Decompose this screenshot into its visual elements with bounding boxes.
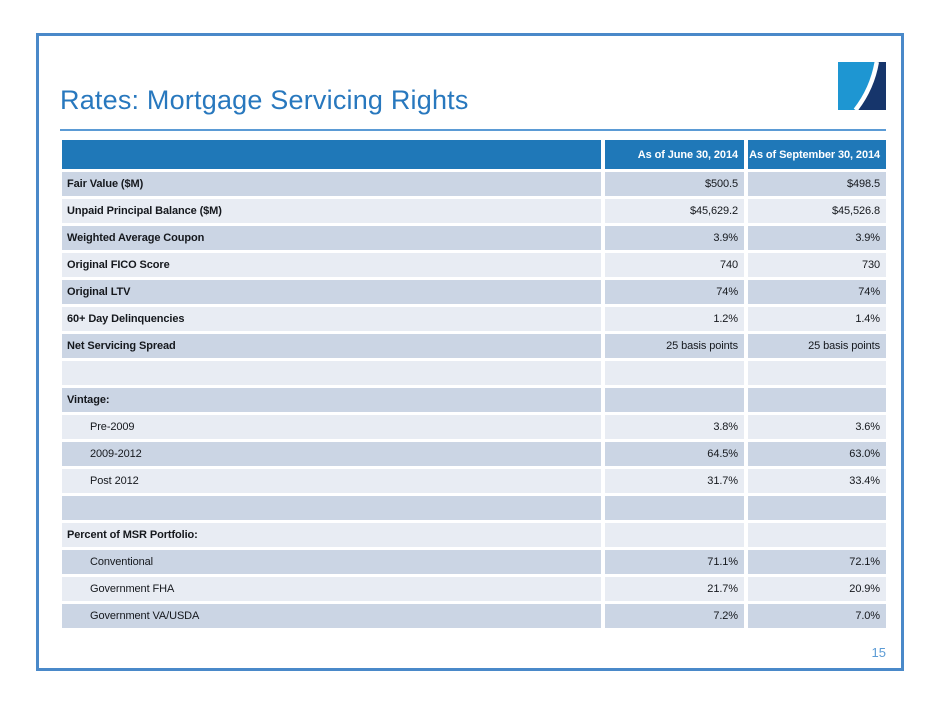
table-row-conventional <box>62 550 886 574</box>
msr-table <box>62 140 886 628</box>
row-value-september: 7.0% <box>748 604 886 628</box>
row-value-june <box>605 523 744 547</box>
row-label: Percent of MSR Portfolio: <box>62 523 601 547</box>
row-value-june: 740 <box>605 253 744 277</box>
row-value-september: 20.9% <box>748 577 886 601</box>
slide-title: Rates: Mortgage Servicing Rights <box>60 85 469 115</box>
table-row-unpaid-principal <box>62 199 886 223</box>
table-row-spacer <box>62 361 886 385</box>
row-value-september: 25 basis points <box>748 334 886 358</box>
row-label: Original FICO Score <box>62 253 601 277</box>
row-value-september <box>748 361 886 385</box>
row-value-june: 1.2% <box>605 307 744 331</box>
table-row-original-fico <box>62 253 886 277</box>
swoosh-logo-icon <box>838 62 886 110</box>
row-value-september: 72.1% <box>748 550 886 574</box>
row-label: Weighted Average Coupon <box>62 226 601 250</box>
column-header-june: As of June 30, 2014 <box>605 140 744 169</box>
row-value-september <box>748 388 886 412</box>
row-value-september: 74% <box>748 280 886 304</box>
row-value-september: 3.9% <box>748 226 886 250</box>
table-row-original-ltv <box>62 280 886 304</box>
title-underline <box>60 129 886 131</box>
row-value-june: $500.5 <box>605 172 744 196</box>
row-value-june: 7.2% <box>605 604 744 628</box>
row-label: 2009-2012 <box>62 442 601 466</box>
row-label: Government VA/USDA <box>62 604 601 628</box>
row-value-june: 3.8% <box>605 415 744 439</box>
table-row-government-fha <box>62 577 886 601</box>
company-logo <box>838 62 886 110</box>
table-row-vintage-section <box>62 388 886 412</box>
table-row-spacer <box>62 496 886 520</box>
row-value-september: $498.5 <box>748 172 886 196</box>
row-label <box>62 361 601 385</box>
row-label: 60+ Day Delinquencies <box>62 307 601 331</box>
row-value-june <box>605 496 744 520</box>
row-value-september: 33.4% <box>748 469 886 493</box>
header-label-cell <box>62 140 601 169</box>
table-row-fair-value <box>62 172 886 196</box>
row-value-september: 63.0% <box>748 442 886 466</box>
row-value-september <box>748 523 886 547</box>
row-label: Fair Value ($M) <box>62 172 601 196</box>
row-label: Original LTV <box>62 280 601 304</box>
page-number: 15 <box>871 645 886 660</box>
row-label: Net Servicing Spread <box>62 334 601 358</box>
row-value-june: $45,629.2 <box>605 199 744 223</box>
table-row-2009-2012 <box>62 442 886 466</box>
row-value-june: 64.5% <box>605 442 744 466</box>
table-row-post-2012 <box>62 469 886 493</box>
row-value-september: 730 <box>748 253 886 277</box>
row-label: Vintage: <box>62 388 601 412</box>
row-value-june: 3.9% <box>605 226 744 250</box>
row-value-september <box>748 496 886 520</box>
row-value-june: 31.7% <box>605 469 744 493</box>
row-label: Conventional <box>62 550 601 574</box>
table-row-net-servicing-spread <box>62 334 886 358</box>
row-value-june: 74% <box>605 280 744 304</box>
table-row-msr-portfolio-section <box>62 523 886 547</box>
table-row-delinquencies <box>62 307 886 331</box>
row-value-june <box>605 361 744 385</box>
row-label: Government FHA <box>62 577 601 601</box>
row-label <box>62 496 601 520</box>
table-row-weighted-average-coupon <box>62 226 886 250</box>
row-value-september: $45,526.8 <box>748 199 886 223</box>
table-row-government-va-usda <box>62 604 886 628</box>
row-value-june: 71.1% <box>605 550 744 574</box>
table-header-row <box>62 140 886 169</box>
row-value-september: 1.4% <box>748 307 886 331</box>
table-row-pre-2009 <box>62 415 886 439</box>
column-header-september: As of September 30, 2014 <box>748 140 886 169</box>
row-label: Pre-2009 <box>62 415 601 439</box>
row-value-june: 25 basis points <box>605 334 744 358</box>
row-label: Post 2012 <box>62 469 601 493</box>
row-value-june: 21.7% <box>605 577 744 601</box>
row-value-june <box>605 388 744 412</box>
row-label: Unpaid Principal Balance ($M) <box>62 199 601 223</box>
row-value-september: 3.6% <box>748 415 886 439</box>
